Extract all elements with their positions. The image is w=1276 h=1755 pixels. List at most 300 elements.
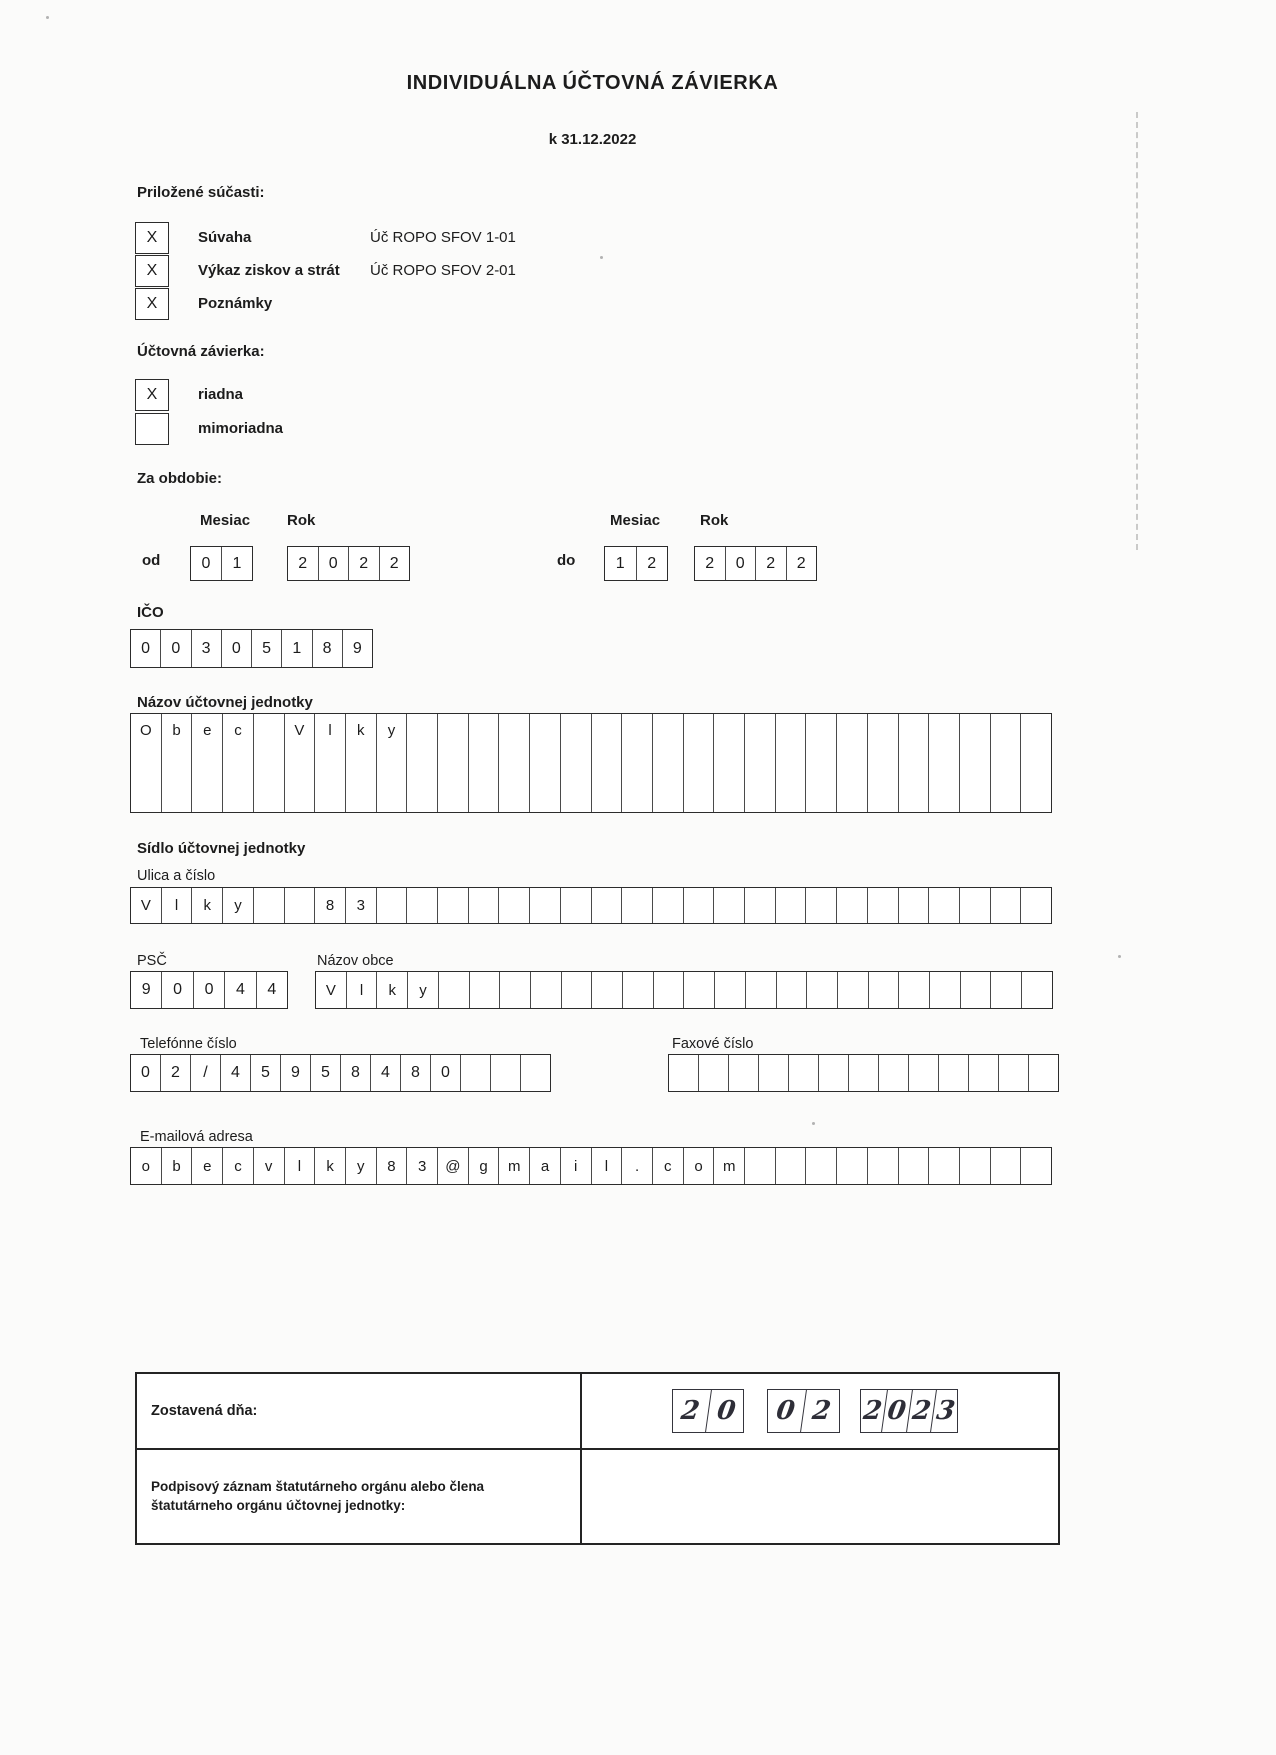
grid-cell: 8 (340, 1055, 370, 1091)
to-year-grid (694, 546, 817, 581)
grid-cell: 0 (725, 547, 756, 580)
ico-grid (130, 629, 373, 668)
grid-cell (529, 746, 560, 779)
scan-speck (600, 256, 603, 259)
grid-cell: 5 (251, 630, 281, 667)
grid-cell (498, 746, 529, 779)
grid-cell (836, 888, 867, 923)
attachment-row-suvaha (135, 221, 516, 254)
grid-cell: 9 (280, 1055, 310, 1091)
checkbox-suvaha (135, 222, 169, 254)
grid-cell: y (222, 888, 253, 923)
grid-cell: 4 (220, 1055, 250, 1091)
grid-cell: @ (437, 1148, 468, 1184)
grid-cell (498, 888, 529, 923)
grid-cell (744, 779, 775, 812)
grid-cell (683, 779, 714, 812)
grid-cell (898, 1148, 929, 1184)
handwritten-date-day-grid (672, 1389, 744, 1433)
grid-cell (529, 888, 560, 923)
fax-label: Faxové číslo (672, 1036, 754, 1052)
grid-cell (836, 746, 867, 779)
year-label-to: Rok (700, 512, 729, 529)
grid-cell (788, 1055, 818, 1091)
grid-cell (713, 746, 744, 779)
grid-cell (191, 746, 222, 779)
grid-cell (744, 714, 775, 746)
to-month-grid (604, 546, 668, 581)
town-grid (315, 971, 1053, 1009)
grid-cell (805, 1148, 836, 1184)
grid-cell: 2 (348, 547, 379, 580)
entity-name-grid-row1 (130, 713, 1052, 747)
psc-grid (130, 971, 288, 1009)
grid-cell: 0 (160, 630, 190, 667)
grid-cell (591, 779, 622, 812)
grid-cell (960, 972, 991, 1008)
street-grid (130, 887, 1052, 924)
handwritten-date-year-grid (860, 1389, 958, 1433)
grid-cell (253, 779, 284, 812)
grid-cell (775, 888, 806, 923)
grid-cell (520, 1055, 550, 1091)
grid-cell: 0 (201, 554, 211, 572)
grid-cell (560, 746, 591, 779)
grid-cell: 3 (191, 630, 221, 667)
grid-cell (867, 1148, 898, 1184)
grid-cell (560, 779, 591, 812)
grid-cell (253, 746, 284, 779)
grid-cell (908, 1055, 938, 1091)
grid-cell: y (376, 714, 407, 746)
grid-cell (131, 779, 161, 812)
grid-cell: 1 (281, 630, 311, 667)
closing-type-label: mimoriadna (198, 420, 284, 437)
to-label: do (557, 552, 576, 569)
grid-cell: 0 (193, 972, 224, 1008)
grid-cell (806, 972, 837, 1008)
from-year-grid (287, 546, 410, 581)
grid-cell: c (222, 1148, 253, 1184)
grid-cell (990, 888, 1021, 923)
grid-cell (713, 888, 744, 923)
grid-cell: g (468, 1148, 499, 1184)
town-label: Názov obce (317, 953, 394, 969)
grid-cell: 2 (906, 1390, 936, 1432)
grid-cell (437, 888, 468, 923)
compiled-date-label: Zostavená dňa: (151, 1403, 258, 1419)
grid-cell (775, 714, 806, 746)
grid-cell: 9 (342, 630, 372, 667)
grid-cell: 2 (679, 1396, 702, 1426)
grid-cell: 0 (430, 1055, 460, 1091)
psc-label: PSČ (137, 953, 167, 969)
grid-cell (314, 746, 345, 779)
grid-cell (468, 779, 499, 812)
checkbox-vykaz (135, 255, 169, 287)
grid-cell: e (191, 1148, 222, 1184)
grid-cell (560, 714, 591, 746)
grid-cell (191, 779, 222, 812)
grid-cell (621, 714, 652, 746)
grid-cell (469, 972, 500, 1008)
grid-cell (728, 1055, 758, 1091)
grid-cell: 4 (224, 972, 255, 1008)
grid-cell (683, 888, 714, 923)
grid-cell (345, 746, 376, 779)
grid-cell: o (683, 1148, 714, 1184)
grid-cell (284, 888, 315, 923)
grid-cell (529, 714, 560, 746)
grid-cell: 2 (298, 554, 308, 572)
checkbox-mimoriadna (135, 413, 169, 445)
form-title: INDIVIDUÁLNA ÚČTOVNÁ ZÁVIERKA (406, 72, 779, 94)
grid-cell: o (141, 1157, 151, 1175)
checkbox-poznamky (135, 288, 169, 320)
grid-cell (898, 714, 929, 746)
grid-cell: 4 (256, 972, 287, 1008)
grid-cell (1021, 972, 1052, 1008)
grid-cell (898, 972, 929, 1008)
grid-cell (222, 779, 253, 812)
grid-cell (683, 972, 714, 1008)
grid-cell (805, 779, 836, 812)
entity-name-grid-row3 (130, 779, 1052, 813)
attachment-label: Poznámky (198, 295, 273, 312)
grid-cell: v (253, 1148, 284, 1184)
grid-cell: / (190, 1055, 220, 1091)
entity-name-label: Názov účtovnej jednotky (137, 694, 313, 711)
grid-cell (560, 888, 591, 923)
grid-cell (698, 1055, 728, 1091)
grid-cell: 1 (221, 547, 252, 580)
compiled-date-row (137, 1374, 1058, 1450)
grid-cell: 4 (370, 1055, 400, 1091)
grid-cell (959, 746, 990, 779)
grid-cell (928, 1148, 959, 1184)
grid-cell (253, 888, 284, 923)
attachment-row-poznamky (135, 287, 370, 320)
grid-cell (775, 1148, 806, 1184)
grid-cell: m (713, 1148, 744, 1184)
checkbox-mark: X (146, 385, 158, 403)
handwritten-date-month-grid (767, 1389, 840, 1433)
year-label-from: Rok (287, 512, 316, 529)
closing-type-label: riadna (198, 386, 244, 403)
grid-cell: e (191, 714, 222, 746)
compiled-date-cell (137, 1374, 582, 1448)
grid-cell (805, 888, 836, 923)
closing-type-row-mimoriadna (135, 412, 370, 445)
grid-cell (867, 714, 898, 746)
attachment-form-code: Úč ROPO SFOV 2-01 (370, 262, 516, 279)
scan-speck (1118, 955, 1121, 958)
grid-cell: 1 (615, 554, 625, 572)
grid-cell: 3 (345, 888, 376, 923)
grid-cell: c (222, 714, 253, 746)
grid-cell (868, 972, 899, 1008)
grid-cell (683, 746, 714, 779)
grid-cell (938, 1055, 968, 1091)
phone-grid (130, 1054, 551, 1092)
grid-cell: 0 (774, 1396, 797, 1426)
grid-cell (898, 888, 929, 923)
grid-cell (376, 746, 407, 779)
grid-cell: 3 (406, 1148, 437, 1184)
grid-cell (406, 714, 437, 746)
grid-cell (990, 779, 1021, 812)
grid-cell (284, 746, 315, 779)
grid-cell: k (345, 714, 376, 746)
grid-cell: i (560, 1148, 591, 1184)
checkbox-riadna (135, 379, 169, 411)
grid-cell (683, 714, 714, 746)
grid-cell (591, 972, 622, 1008)
grid-cell (990, 1148, 1021, 1184)
grid-cell: V (325, 981, 336, 999)
grid-cell: 5 (310, 1055, 340, 1091)
grid-cell: l (161, 888, 192, 923)
grid-cell (744, 746, 775, 779)
grid-cell: l (314, 714, 345, 746)
grid-cell (1020, 746, 1051, 779)
grid-cell (1020, 714, 1051, 746)
grid-cell (959, 1148, 990, 1184)
grid-cell (1028, 1055, 1058, 1091)
checkbox-mark: X (146, 294, 158, 312)
scan-artifact-edge-marks (1136, 112, 1138, 550)
grid-cell: 8 (314, 888, 345, 923)
checkbox-mark: X (146, 261, 158, 279)
signature-row (137, 1450, 1058, 1543)
ico-label: IČO (137, 604, 164, 621)
grid-cell: 2 (379, 547, 410, 580)
grid-cell (437, 779, 468, 812)
signature-table (135, 1372, 1060, 1545)
grid-cell: 2 (755, 547, 786, 580)
grid-cell (744, 1148, 775, 1184)
grid-cell (314, 779, 345, 812)
grid-cell: l (591, 1148, 622, 1184)
email-grid (130, 1147, 1052, 1185)
grid-cell (345, 779, 376, 812)
grid-cell: 0 (141, 1064, 150, 1081)
from-label: od (142, 552, 161, 569)
grid-cell (714, 972, 745, 1008)
grid-cell (745, 972, 776, 1008)
grid-cell (744, 888, 775, 923)
grid-cell (805, 746, 836, 779)
attachment-row-vykaz (135, 254, 516, 287)
grid-cell (837, 972, 868, 1008)
grid-cell: 0 (705, 1390, 746, 1432)
grid-cell (437, 746, 468, 779)
grid-cell (131, 746, 161, 779)
grid-cell (652, 779, 683, 812)
period-heading: Za obdobie: (137, 470, 222, 487)
street-label: Ulica a číslo (137, 868, 216, 884)
grid-cell: 2 (705, 554, 715, 572)
grid-cell (998, 1055, 1028, 1091)
grid-cell: . (621, 1148, 652, 1184)
email-label: E-mailová adresa (140, 1129, 253, 1145)
grid-cell: l (284, 1148, 315, 1184)
grid-cell (253, 714, 284, 746)
entity-name-grid-row2 (130, 746, 1052, 780)
grid-cell (758, 1055, 788, 1091)
grid-cell (928, 714, 959, 746)
form-subtitle: k 31.12.2022 (548, 131, 637, 148)
grid-cell (959, 779, 990, 812)
grid-cell (836, 714, 867, 746)
checkbox-mark: X (146, 228, 158, 246)
grid-cell: 0 (881, 1390, 911, 1432)
grid-cell (653, 972, 684, 1008)
grid-cell (591, 714, 622, 746)
grid-cell (713, 779, 744, 812)
grid-cell (284, 779, 315, 812)
grid-cell (990, 714, 1021, 746)
grid-cell (490, 1055, 520, 1091)
grid-cell (591, 746, 622, 779)
grid-cell (161, 746, 192, 779)
address-heading: Sídlo účtovnej jednotky (137, 840, 306, 857)
grid-cell (867, 779, 898, 812)
grid-cell: c (652, 1148, 683, 1184)
grid-cell (1020, 779, 1051, 812)
grid-cell (898, 779, 929, 812)
grid-cell (468, 714, 499, 746)
grid-cell (867, 888, 898, 923)
grid-cell: y (345, 1148, 376, 1184)
grid-cell: 2 (160, 1055, 190, 1091)
grid-cell (406, 779, 437, 812)
grid-cell (460, 1055, 490, 1091)
grid-cell (376, 888, 407, 923)
grid-cell: 9 (141, 981, 151, 998)
grid-cell: O (140, 721, 152, 739)
grid-cell: V (140, 897, 151, 914)
grid-cell (898, 746, 929, 779)
signature-label: Podpisový záznam štatutárneho orgánu alebo člena štatutárneho orgánu účtovnej jednotky: (151, 1479, 485, 1513)
signature-label-cell (137, 1450, 582, 1543)
grid-cell (621, 746, 652, 779)
grid-cell (867, 746, 898, 779)
grid-cell: 2 (786, 547, 817, 580)
grid-cell (928, 746, 959, 779)
grid-cell (621, 779, 652, 812)
grid-cell (406, 746, 437, 779)
grid-cell (376, 779, 407, 812)
grid-cell (222, 746, 253, 779)
month-label-to: Mesiac (610, 512, 661, 529)
grid-cell: a (529, 1148, 560, 1184)
phone-label: Telefónne číslo (140, 1036, 237, 1052)
grid-cell (1020, 1148, 1051, 1184)
grid-cell (652, 714, 683, 746)
grid-cell (968, 1055, 998, 1091)
grid-cell (438, 972, 469, 1008)
attachment-label: Súvaha (198, 229, 252, 246)
grid-cell (621, 888, 652, 923)
grid-cell: 8 (400, 1055, 430, 1091)
grid-cell (836, 779, 867, 812)
grid-cell (529, 779, 560, 812)
grid-cell (775, 779, 806, 812)
grid-cell (530, 972, 561, 1008)
attachments-heading: Priložené súčasti: (137, 184, 265, 201)
scan-speck (812, 1122, 815, 1125)
grid-cell (775, 746, 806, 779)
grid-cell (959, 888, 990, 923)
grid-cell (561, 972, 592, 1008)
grid-cell (622, 972, 653, 1008)
attachment-label: Výkaz ziskov a strát (198, 262, 340, 279)
grid-cell: m (498, 1148, 529, 1184)
grid-cell (1020, 888, 1051, 923)
grid-cell: 8 (312, 630, 342, 667)
grid-cell: k (314, 1148, 345, 1184)
grid-cell (878, 1055, 908, 1091)
grid-cell (713, 714, 744, 746)
from-month-grid (190, 546, 253, 581)
grid-cell (805, 714, 836, 746)
grid-cell: V (284, 714, 315, 746)
grid-cell: 2 (861, 1396, 884, 1426)
grid-cell (406, 888, 437, 923)
month-label-from: Mesiac (200, 512, 251, 529)
grid-cell (468, 746, 499, 779)
grid-cell: 0 (318, 547, 349, 580)
grid-cell: 2 (800, 1390, 842, 1432)
grid-cell (836, 1148, 867, 1184)
grid-cell (499, 972, 530, 1008)
grid-cell (959, 714, 990, 746)
grid-cell: 0 (161, 972, 192, 1008)
grid-cell: 5 (250, 1055, 280, 1091)
grid-cell (818, 1055, 848, 1091)
grid-cell (990, 972, 1021, 1008)
grid-cell: 8 (376, 1148, 407, 1184)
grid-cell (591, 888, 622, 923)
attachment-form-code: Úč ROPO SFOV 1-01 (370, 229, 516, 246)
grid-cell (848, 1055, 878, 1091)
grid-cell (437, 714, 468, 746)
grid-cell (929, 972, 960, 1008)
grid-cell: 2 (636, 547, 668, 580)
scan-speck (46, 16, 49, 19)
grid-cell: k (376, 972, 407, 1008)
grid-cell (928, 888, 959, 923)
grid-cell: 3 (930, 1390, 960, 1432)
fax-grid (668, 1054, 1059, 1092)
grid-cell (776, 972, 807, 1008)
grid-cell (652, 888, 683, 923)
grid-cell (928, 779, 959, 812)
grid-cell (498, 714, 529, 746)
grid-cell: y (407, 972, 438, 1008)
grid-cell: l (346, 972, 377, 1008)
grid-cell (669, 1055, 698, 1091)
grid-cell (652, 746, 683, 779)
grid-cell (990, 746, 1021, 779)
closing-type-heading: Účtovná závierka: (137, 343, 265, 360)
grid-cell: b (161, 1148, 192, 1184)
grid-cell (468, 888, 499, 923)
grid-cell (498, 779, 529, 812)
grid-cell: k (191, 888, 222, 923)
grid-cell: 0 (221, 630, 251, 667)
